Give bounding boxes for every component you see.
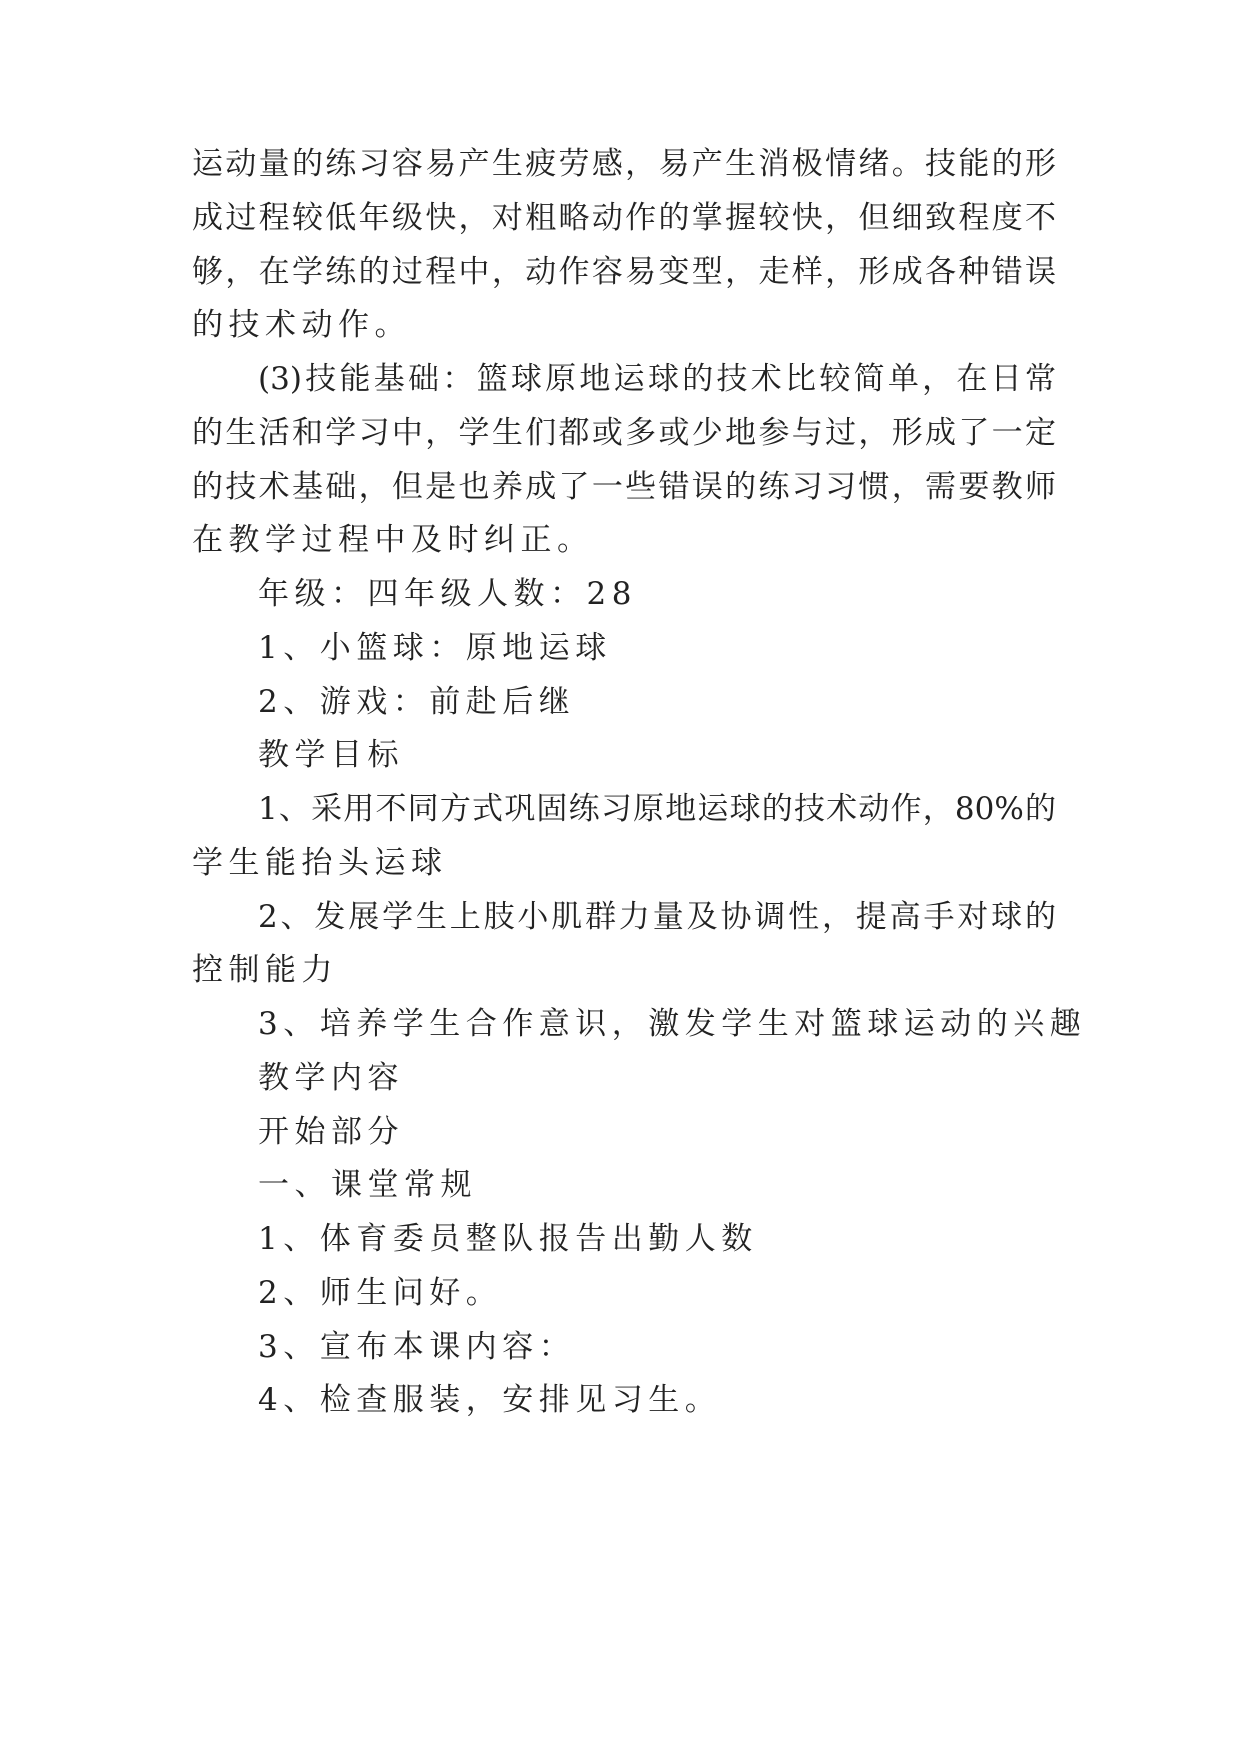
text-line: 在教学过程中及时纠正。 <box>192 522 594 558</box>
goal-item: 1、采用不同方式巩固练习原地运球的技术动作，80%的 <box>258 791 1056 827</box>
list-item: 3、宣布本课内容： <box>258 1329 576 1365</box>
goal-item: 2、发展学生上肢小肌群力量及协调性，提高手对球的 <box>258 899 1056 935</box>
list-item: 4、检查服装，安排见习生。 <box>258 1382 722 1418</box>
text-line: 控制能力 <box>192 952 338 988</box>
list-item: 2、师生问好。 <box>258 1275 503 1311</box>
content-item: 2、游戏：前赴后继 <box>258 684 576 720</box>
text-line: 的技术基础，但是也养成了一些错误的练习习惯，需要教师 <box>192 469 1056 505</box>
content-item: 1、小篮球：原地运球 <box>258 630 612 666</box>
text-line: 的生活和学习中，学生们都或多或少地参与过，形成了一定 <box>192 415 1056 451</box>
text-line: 运动量的练习容易产生疲劳感，易产生消极情绪。技能的形 <box>192 146 1056 182</box>
text-line: (3)技能基础：篮球原地运球的技术比较简单，在日常 <box>258 361 1056 397</box>
list-item: 1、体育委员整队报告出勤人数 <box>258 1221 758 1257</box>
text-line: 成过程较低年级快，对粗略动作的掌握较快，但细致程度不 <box>192 200 1056 236</box>
section-heading: 教学目标 <box>258 737 404 773</box>
text-line: 学生能抬头运球 <box>192 845 448 881</box>
text-line: 够，在学练的过程中，动作容易变型，走样，形成各种错误 <box>192 254 1056 290</box>
grade-info: 年级：四年级人数：28 <box>258 576 637 612</box>
section-heading: 一、课堂常规 <box>258 1167 477 1203</box>
goal-item: 3、培养学生合作意识，激发学生对篮球运动的兴趣 <box>258 1006 1087 1042</box>
section-heading: 开始部分 <box>258 1114 404 1150</box>
section-heading: 教学内容 <box>258 1060 404 1096</box>
text-line: 的技术动作。 <box>192 307 411 343</box>
